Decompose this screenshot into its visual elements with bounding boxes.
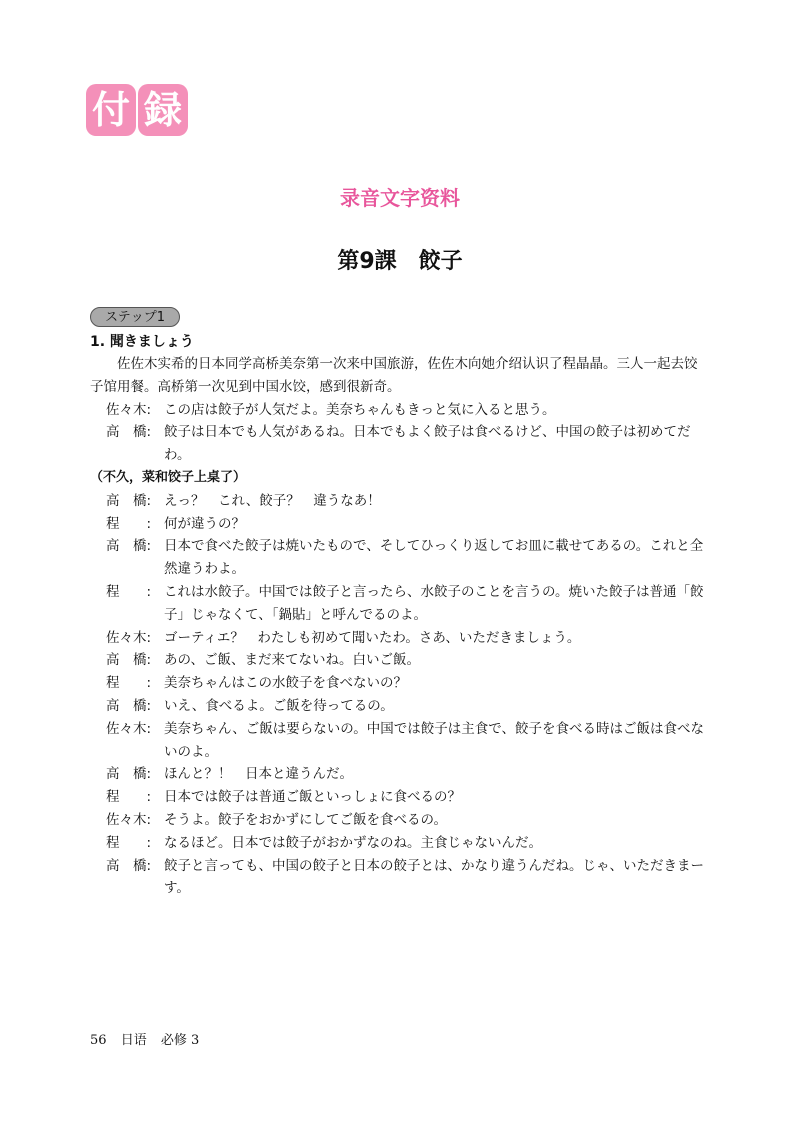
- speaker-label: 高 橋:: [106, 424, 152, 441]
- dialogue-line: [90, 513, 710, 536]
- speaker-label: 程 :: [106, 583, 152, 600]
- dialogue-line: [90, 695, 710, 718]
- utterance-text: 日本では餃子は普通ご飯といっしょに食べるの？: [164, 789, 461, 806]
- dialogue-line: [90, 763, 710, 786]
- utterance-text: この店は餃子が人気だよ。美奈ちゃんもきっと気に入ると思う。: [164, 401, 556, 418]
- book-title: 日语: [120, 1033, 147, 1048]
- utterance-text: 美奈ちゃん、ご飯は要らないの。中国では餃子は主食で、餃子を食べる時はご飯は食べないのよ。: [164, 720, 704, 760]
- dialogue-line: [90, 832, 710, 855]
- stage-direction: （不久，菜和饺子上桌了）: [90, 469, 247, 485]
- dialogue-line: [90, 581, 710, 627]
- lesson-title: 第9課 餃子: [337, 249, 463, 274]
- speaker-label: 佐々木:: [106, 629, 152, 646]
- speaker-label: 高 橋:: [106, 538, 152, 555]
- section-heading: 录音文字资料: [340, 186, 460, 210]
- utterance-text: なるほど。日本では餃子がおかずなのね。主食じゃないんだ。: [164, 834, 542, 851]
- dialogue-line: [90, 786, 710, 809]
- utterance-text: 餃子は日本でも人気があるね。日本でもよく餃子は食べるけど、中国の餃子は初めてだわ。: [164, 424, 691, 464]
- page-number: 56: [90, 1033, 107, 1048]
- appendix-char-1: 付: [86, 84, 136, 136]
- speaker-label: 高 橋:: [106, 492, 152, 509]
- dialogue-line: [90, 627, 710, 650]
- speaker-label: 程 :: [106, 515, 152, 532]
- speaker-label: 高 橋:: [106, 857, 152, 874]
- dialogue-part-1: [90, 399, 710, 467]
- utterance-text: これは水餃子。中国では餃子と言ったら、水餃子のことを言うの。焼いた餃子は普通「餃子」じゃなくて、「鍋貼」と呼んでるのよ。: [164, 583, 704, 623]
- speaker-label: 高 橋:: [106, 766, 152, 783]
- speaker-label: 程 :: [106, 834, 152, 851]
- utterance-text: ゴーティエ？ わたしも初めて聞いたわ。さあ、いただきましょう。: [164, 629, 581, 646]
- utterance-text: 美奈ちゃんはこの水餃子を食べないの？: [164, 675, 407, 692]
- utterance-text: そうよ。餃子をおかずにしてご飯を食べるの。: [164, 811, 447, 828]
- dialogue-line: [90, 672, 710, 695]
- page-footer: [90, 1029, 209, 1048]
- dialogue-line: [90, 649, 710, 672]
- appendix-title: [86, 84, 190, 136]
- utterance-text: ほんと？！ 日本と違うんだ。: [164, 766, 353, 783]
- appendix-char-2: 録: [138, 84, 188, 136]
- utterance-text: あの、ご飯、まだ来てないね。白いご飯。: [164, 652, 420, 669]
- step-badge: ステップ1: [90, 307, 180, 327]
- utterance-text: 餃子と言っても、中国の餃子と日本の餃子とは、かなり違うんだね。じゃ、いただきまーす。: [164, 857, 704, 897]
- utterance-text: 日本で食べた餃子は焼いたもので、そしてひっくり返してお皿に載せてあるの。これと全然違うわよ。: [164, 538, 704, 578]
- dialogue-line: [90, 718, 710, 764]
- speaker-label: 高 橋:: [106, 652, 152, 669]
- speaker-label: 程 :: [106, 789, 152, 806]
- volume-label: 必修 3: [160, 1033, 200, 1048]
- dialogue-line: [90, 809, 710, 832]
- intro-paragraph: 佐佐木实希的日本同学高桥美奈第一次来中国旅游，佐佐木向她介绍认识了程晶晶。三人一起去饺子馆用餐。高桥第一次见到中国水饺，感到很新奇。: [90, 356, 698, 395]
- speaker-label: 高 橋:: [106, 697, 152, 714]
- dialogue-line: [90, 490, 710, 513]
- dialogue-line: [90, 855, 710, 901]
- dialogue-part-2: [90, 490, 710, 900]
- speaker-label: 佐々木:: [106, 720, 152, 737]
- speaker-label: 佐々木:: [106, 401, 152, 418]
- speaker-label: 佐々木:: [106, 811, 152, 828]
- utterance-text: えっ？ これ、餃子？ 違うなあ！: [164, 492, 381, 509]
- speaker-label: 程 :: [106, 675, 152, 692]
- dialogue-line: [90, 535, 710, 581]
- exercise-heading: 1. 聞きましょう: [90, 334, 194, 350]
- utterance-text: いえ、食べるよ。ご飯を待ってるの。: [164, 697, 394, 714]
- utterance-text: 何が違うの？: [164, 515, 245, 532]
- dialogue-line: [90, 399, 710, 422]
- dialogue-line: [90, 421, 710, 467]
- transcript: [90, 353, 710, 900]
